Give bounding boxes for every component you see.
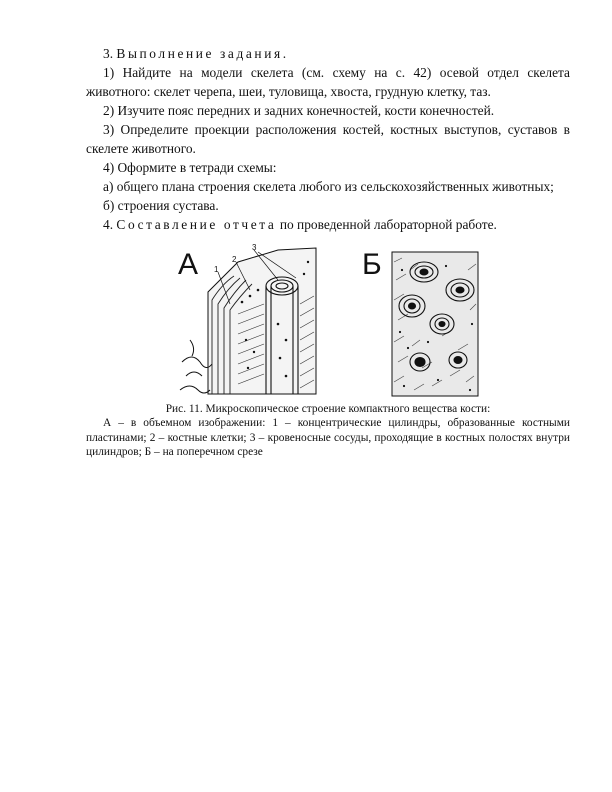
task-item-4b: б) строения сустава.: [103, 198, 219, 213]
task-heading-text: Выполнение задания.: [116, 46, 289, 61]
task-item-2: 2) Изучите пояс передних и задних конечностей, кости конечностей.: [103, 103, 495, 118]
report-number: 4.: [103, 217, 114, 232]
figure-caption-body: А – в объемном изображении: 1 – концентрические цилиндры, образованные костными пластинами; 2 – костные клетки; 3 – кровеносные сосуды, проходящие в костных полостях внутри цилиндров; Б – на поперечном срезе: [86, 417, 570, 458]
figure-a-number-1: 1: [214, 265, 219, 274]
figure-b-label: Б: [362, 248, 382, 281]
report-line: [86, 215, 570, 234]
task-item-4: 4) Оформите в тетради схемы:: [103, 160, 277, 175]
task-item-3: 3) Определите проекции расположения костей, костных выступов, суставов в скелете животного.: [86, 122, 570, 156]
task-item-1: 1) Найдите на модели скелета (см. схему на с. 42) осевой отдел скелета животного: скелет черепа, шеи, туловища, хвоста, грудную клетку, таз.: [86, 65, 570, 99]
figure-a-label: А: [178, 248, 199, 281]
task-heading-number: 3.: [103, 46, 114, 61]
task-item-4a: а) общего плана строения скелета любого из сельскохозяйственных животных;: [103, 179, 554, 194]
report-spaced-text: Составление отчета: [116, 217, 277, 232]
figure-a-number-3: 3: [252, 243, 257, 252]
figure-b: [362, 250, 480, 398]
task-heading: [86, 44, 570, 63]
figure-a: [178, 244, 318, 398]
report-rest-text: по проведенной лабораторной работе.: [276, 217, 497, 232]
bone-3d-illustration: [178, 244, 318, 398]
figure-a-number-2: 2: [232, 255, 237, 264]
figure-caption-title: Рис. 11. Микроскопическое строение компактного вещества кости:: [165, 403, 491, 415]
